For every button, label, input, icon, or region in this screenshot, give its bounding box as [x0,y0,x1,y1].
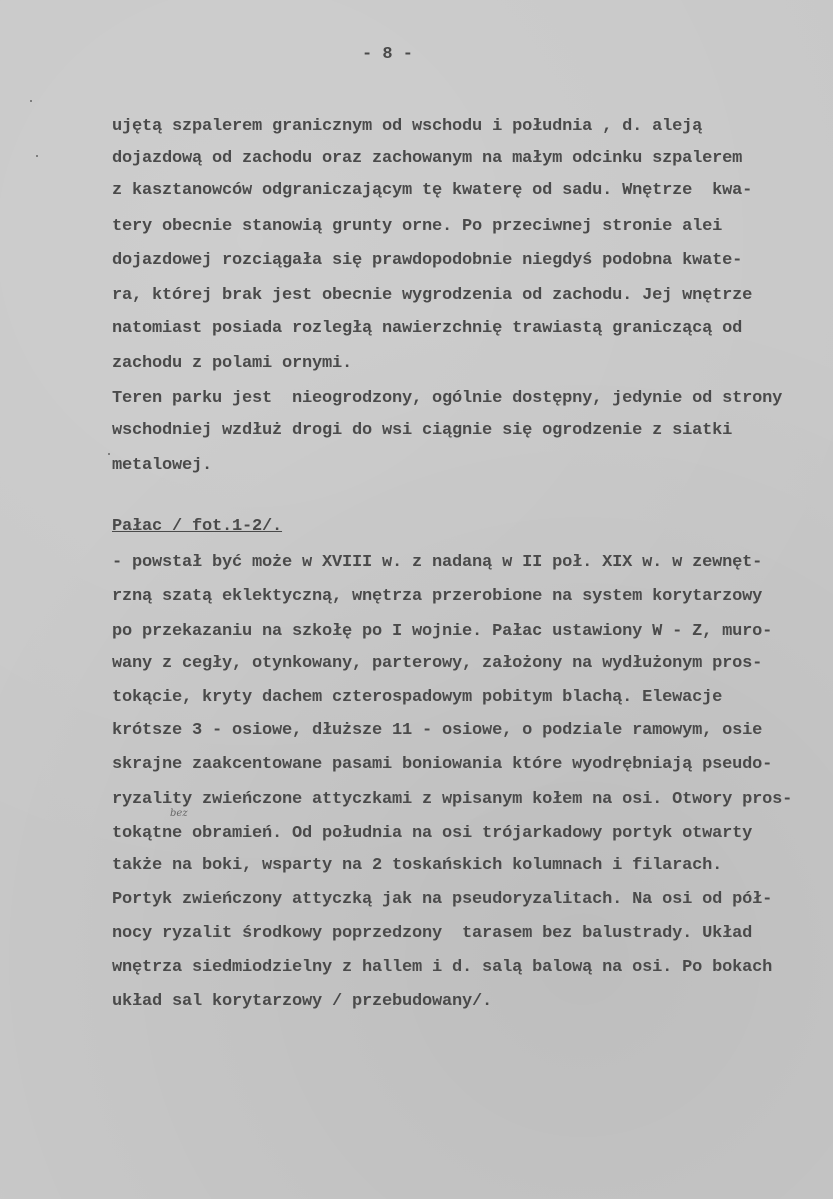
handwritten-note: bez [170,808,188,819]
paper-speck [108,453,110,455]
text-line: tokątne obramień. Od południa na osi trójarkadowy portyk otwarty [112,824,753,843]
text-line: nocy ryzalit środkowy poprzedzony tarasem bez balustrady. Układ [112,924,753,943]
text-line: wschodniej wzdłuż drogi do wsi ciągnie się ogrodzenie z siatki [112,421,733,440]
text-line: tokącie, kryty dachem czterospadowym pobitym blachą. Elewacje [112,688,723,707]
text-line: metalowej. [112,456,213,475]
text-line: dojazdowej rozciągała się prawdopodobnie niegdyś podobna kwate- [112,251,743,270]
text-line: układ sal korytarzowy / przebudowany/. [112,992,493,1011]
text-line: natomiast posiada rozległą nawierzchnię trawiastą graniczącą od [112,319,743,338]
text-line: wany z cegły, otynkowany, parterowy, założony na wydłużonym pros- [112,654,763,673]
text-line: tery obecnie stanowią grunty orne. Po przeciwnej stronie alei [112,217,723,236]
page-number: - 8 - [362,45,414,64]
text-line: krótsze 3 - osiowe, dłuższe 11 - osiowe, o podziale ramowym, osie [112,721,763,740]
text-line: także na boki, wsparty na 2 toskańskich kolumnach i filarach. [112,856,723,875]
text-line: Portyk zwieńczony attyczką jak na pseudoryzalitach. Na osi od pół- [112,890,773,909]
text-line: zachodu z polami ornymi. [112,354,353,373]
text-line: wnętrza siedmiodzielny z hallem i d. salą balową na osi. Po bokach [112,958,773,977]
text-line: ujętą szpalerem granicznym od wschodu i południa , d. aleją [112,117,703,136]
paper-speck [30,100,32,102]
text-line: skrajne zaakcentowane pasami boniowania które wyodrębniają pseudo- [112,755,773,774]
text-line: rzną szatą eklektyczną, wnętrza przerobione na system korytarzowy [112,587,763,606]
section-heading: Pałac / fot.1-2/. [112,517,283,536]
text-line: Teren parku jest nieogrodzony, ogólnie dostępny, jedynie od strony [112,389,783,408]
paper-speck [36,155,38,157]
text-line: dojazdową od zachodu oraz zachowanym na małym odcinku szpalerem [112,149,743,168]
text-line: z kasztanowców odgraniczającym tę kwaterę od sadu. Wnętrze kwa- [112,181,753,200]
text-line: ra, której brak jest obecnie wygrodzenia od zachodu. Jej wnętrze [112,286,753,305]
text-line: po przekazaniu na szkołę po I wojnie. Pałac ustawiony W - Z, muro- [112,622,773,641]
text-line: ryzality zwieńczone attyczkami z wpisanym kołem na osi. Otwory pros- [112,790,793,809]
text-line: - powstał być może w XVIII w. z nadaną w II poł. XIX w. w zewnęt- [112,553,763,572]
